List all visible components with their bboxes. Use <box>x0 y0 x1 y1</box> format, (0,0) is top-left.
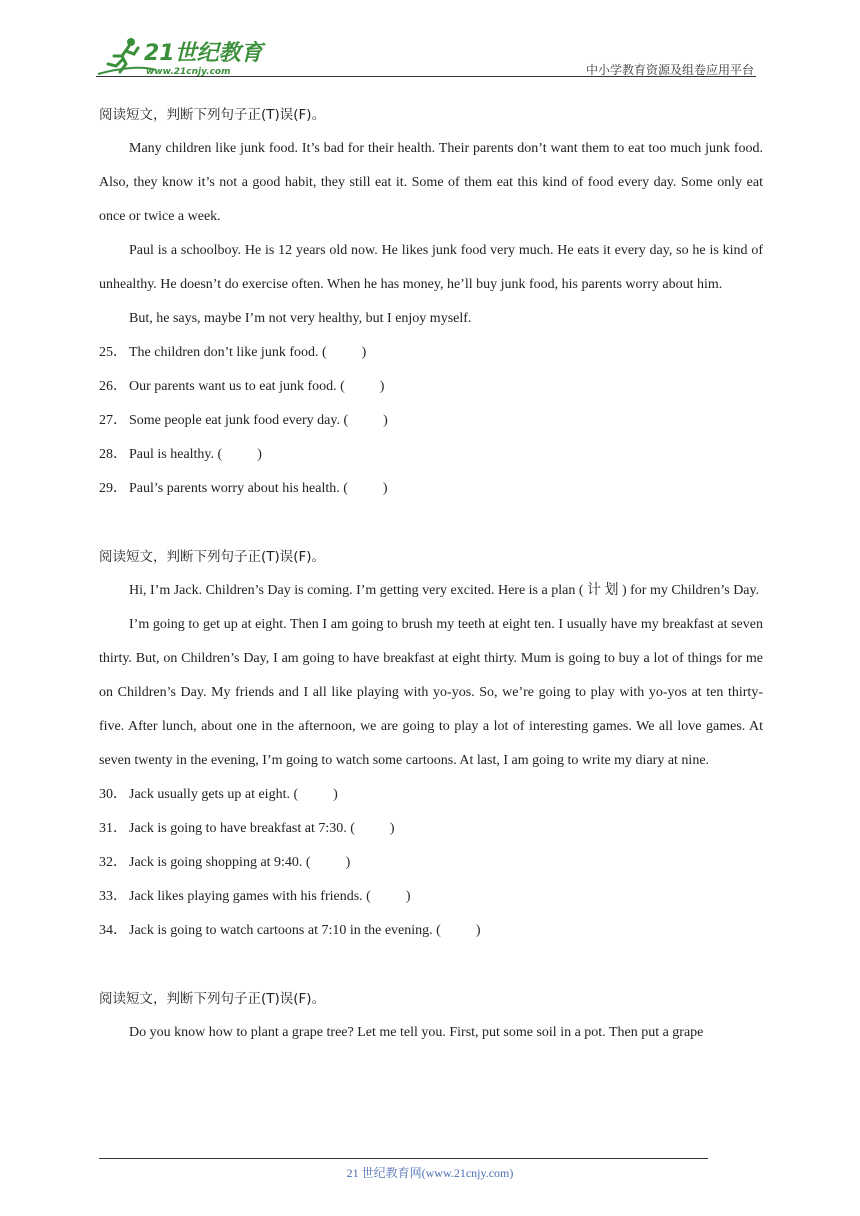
question-29: 29． Paul’s parents worry about his health. ( ) <box>99 481 388 496</box>
spacer <box>99 948 763 982</box>
question-32: 32． Jack is going shopping at 9:40. ( ) <box>99 855 351 870</box>
question-30: 30． Jack usually gets up at eight. ( ) <box>99 787 338 802</box>
header-divider <box>96 76 756 77</box>
question-31: 31． Jack is going to have breakfast at 7:30. ( ) <box>99 821 395 836</box>
footer-divider <box>99 1158 708 1159</box>
section-1-instruction: 阅读短文，判断下列句子正(T)误(F)。 <box>99 107 326 123</box>
question-25: 25． The children don’t like junk food. ( ) <box>99 345 367 360</box>
footer-text: 21 世纪教育网(www.21cnjy.com) <box>346 1166 514 1180</box>
section-3-instruction: 阅读短文，判断下列句子正(T)误(F)。 <box>99 991 326 1007</box>
section-2-instruction: 阅读短文，判断下列句子正(T)误(F)。 <box>99 549 326 565</box>
question-33: 33． Jack likes playing games with his friends. ( ) <box>99 889 411 904</box>
spacer <box>99 506 763 540</box>
logo-url: www.21cnjy.com <box>146 67 231 77</box>
section-2-paragraph-2: I’m going to get up at eight. Then I am going to brush my teeth at eight ten. I usually have my breakfast at seven thirty. But, on Children’s Day, I am going to have breakfast at eight thirty. Mum is going to buy a lot of things for me on Children’s Day. My friends and I all like playing with yo-yos. So, we’re going to play with yo-yos at ten thirty-five. After lunch, about one in the afternoon, we are going to play a lot of interesting games. We all love games. At seven twenty in the evening, I’m going to watch some cartoons. At last, I am going to write my diary at nine. <box>99 617 763 768</box>
question-28: 28． Paul is healthy. ( ) <box>99 447 262 462</box>
page-header <box>96 30 756 78</box>
document-body <box>99 98 763 1050</box>
logo-text: 21世纪教育 <box>144 41 263 66</box>
section-1-paragraph-3: But, he says, maybe I’m not very healthy, but I enjoy myself. <box>129 311 472 326</box>
section-1-paragraph-1: Many children like junk food. It’s bad for their health. Their parents don’t want them to eat too much junk food. Also, they know it’s not a good habit, they still eat it. Some of them eat this kind of food every day. Some only eat once or twice a week. <box>99 141 763 224</box>
section-1-paragraph-2: Paul is a schoolboy. He is 12 years old now. He likes junk food very much. He eats it every day, so he is kind of unhealthy. He doesn’t do exercise often. When he has money, he’ll buy junk food, his parents worry about him. <box>99 243 763 292</box>
section-3-paragraph-1: Do you know how to plant a grape tree? Let me tell you. First, put some soil in a pot. Then put a grape <box>129 1025 704 1040</box>
header-platform-text: 中小学教育资源及组卷应用平台 <box>585 63 754 77</box>
question-34: 34． Jack is going to watch cartoons at 7:10 in the evening. ( ) <box>99 923 481 938</box>
question-26: 26． Our parents want us to eat junk food. ( ) <box>99 379 385 394</box>
section-2-paragraph-1: Hi, I’m Jack. Children’s Day is coming. I’m getting very excited. Here is a plan ( 计 划 ) for my Children’s Day. <box>129 583 760 598</box>
logo <box>96 34 266 78</box>
question-27: 27． Some people eat junk food every day. ( ) <box>99 413 388 428</box>
